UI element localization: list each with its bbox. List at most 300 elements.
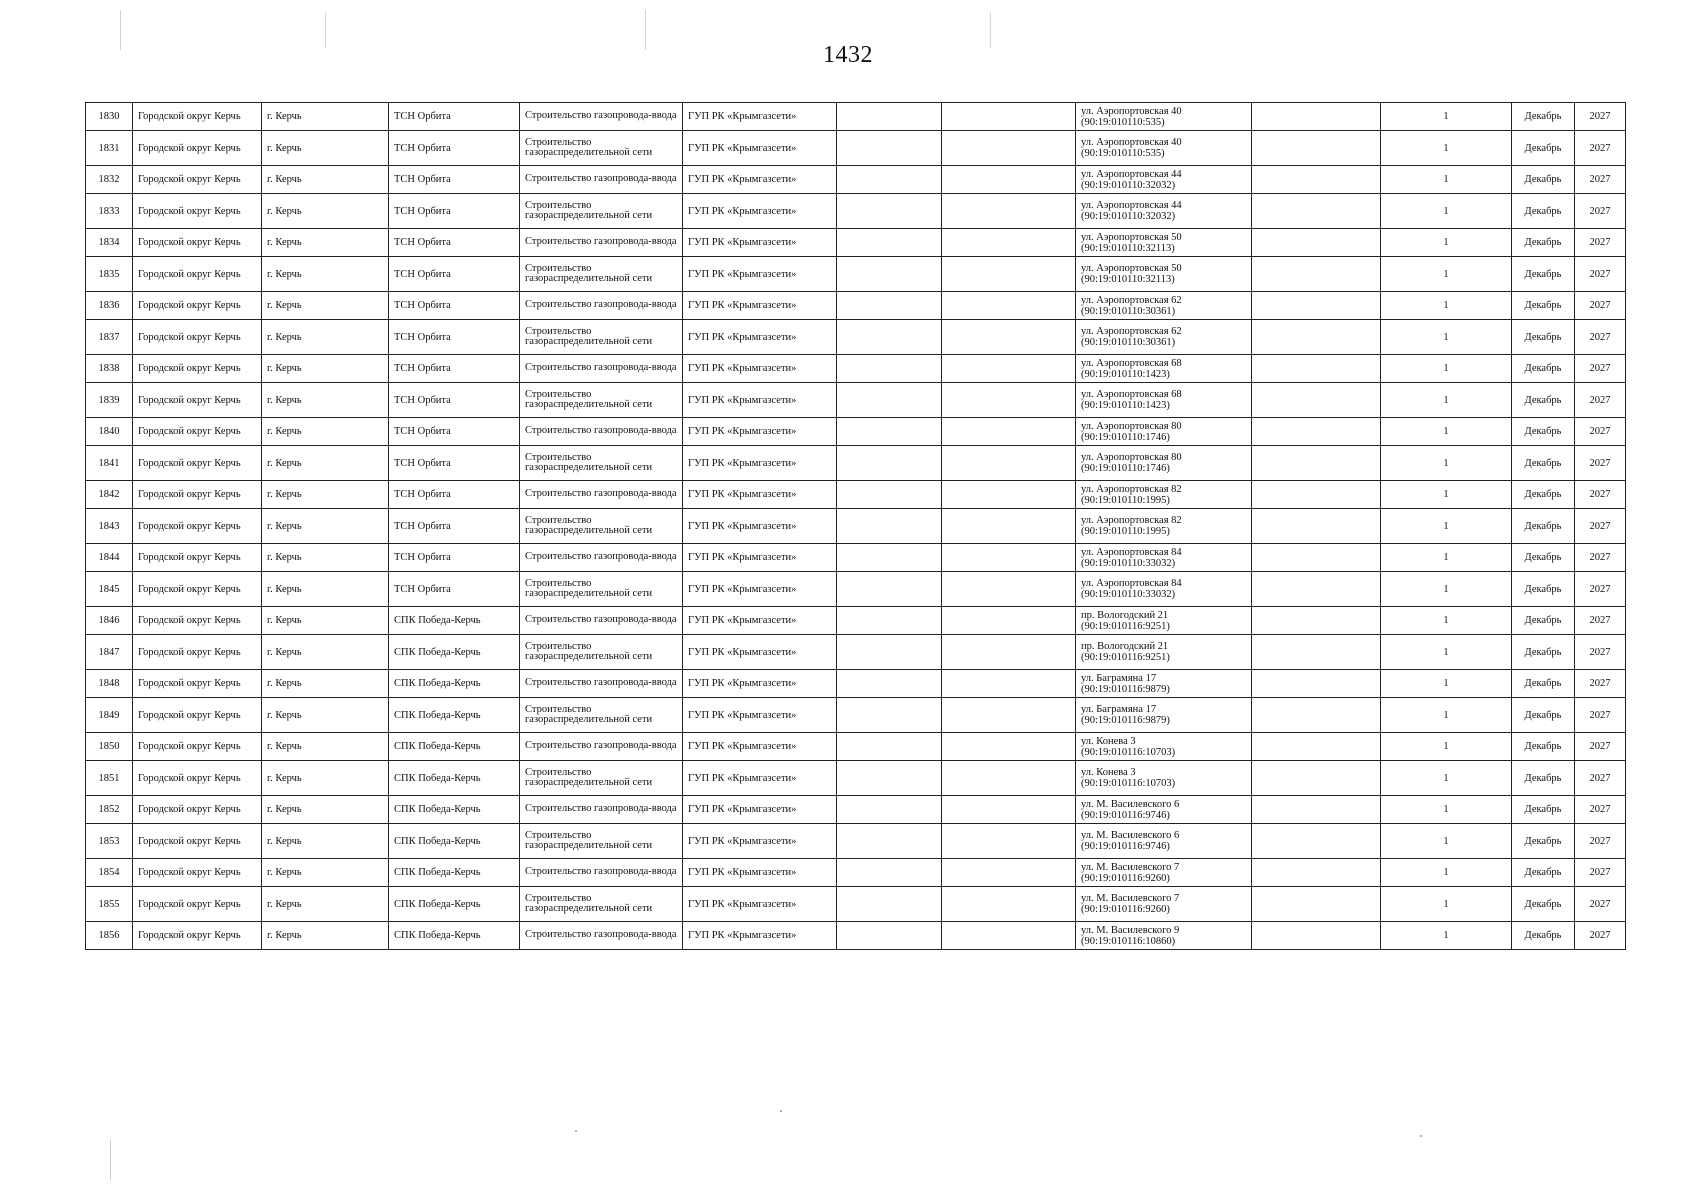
cell-empty — [837, 761, 942, 796]
cell-quantity: 1 — [1381, 166, 1512, 194]
cell-city: г. Керчь — [262, 859, 389, 887]
cell-address — [1076, 887, 1252, 922]
cell-quantity: 1 — [1381, 761, 1512, 796]
cell-work-type: Строительство газораспределительной сети — [520, 698, 683, 733]
cadastral-number: (90:19:010110:535) — [1081, 116, 1165, 128]
table-row — [86, 572, 1626, 607]
table-row — [86, 355, 1626, 383]
table-row — [86, 761, 1626, 796]
cell-empty — [1252, 481, 1381, 509]
cell-number: 1854 — [86, 859, 133, 887]
cadastral-number: (90:19:010110:1995) — [1081, 526, 1170, 537]
cadastral-number: (90:19:010116:9746) — [1081, 841, 1170, 852]
cell-district: Городской округ Керчь — [133, 446, 262, 481]
cell-organization: ТСН Орбита — [389, 446, 520, 481]
cell-empty — [942, 257, 1076, 292]
cell-quantity: 1 — [1381, 292, 1512, 320]
cell-operator: ГУП РК «Крымгазсети» — [683, 257, 837, 292]
cell-city: г. Керчь — [262, 544, 389, 572]
cell-empty — [1252, 635, 1381, 670]
cell-address — [1076, 166, 1252, 194]
cell-district: Городской округ Керчь — [133, 509, 262, 544]
cell-city: г. Керчь — [262, 320, 389, 355]
cell-number: 1848 — [86, 670, 133, 698]
cell-district: Городской округ Керчь — [133, 257, 262, 292]
cell-address — [1076, 481, 1252, 509]
cell-empty — [837, 922, 942, 950]
cell-organization: СПК Победа-Керчь — [389, 635, 520, 670]
address-text: пр. Вологодский 21 — [1081, 641, 1169, 652]
cell-empty — [942, 194, 1076, 229]
cell-empty — [1252, 761, 1381, 796]
address-text: ул. Аэропортовская 40 — [1081, 137, 1182, 148]
cell-empty — [942, 635, 1076, 670]
table-row — [86, 824, 1626, 859]
cell-organization: СПК Победа-Керчь — [389, 733, 520, 761]
cell-number: 1832 — [86, 166, 133, 194]
cell-empty — [1252, 733, 1381, 761]
cell-month: Декабрь — [1512, 824, 1575, 859]
cell-district: Городской округ Керчь — [133, 670, 262, 698]
cell-operator: ГУП РК «Крымгазсети» — [683, 859, 837, 887]
cell-city: г. Керчь — [262, 733, 389, 761]
cell-month: Декабрь — [1512, 859, 1575, 887]
cell-empty — [942, 887, 1076, 922]
cell-work-type: Строительство газопровода-ввода — [520, 292, 683, 320]
cell-year: 2027 — [1575, 320, 1626, 355]
cadastral-number: (90:19:010110:1746) — [1081, 431, 1170, 443]
cell-district: Городской округ Керчь — [133, 922, 262, 950]
cell-operator: ГУП РК «Крымгазсети» — [683, 572, 837, 607]
cell-quantity: 1 — [1381, 355, 1512, 383]
cell-address — [1076, 103, 1252, 131]
scan-artifact — [120, 10, 121, 50]
cell-quantity: 1 — [1381, 607, 1512, 635]
cell-empty — [942, 481, 1076, 509]
cell-number: 1834 — [86, 229, 133, 257]
cell-empty — [1252, 383, 1381, 418]
cadastral-number: (90:19:010116:10703) — [1081, 778, 1176, 789]
cadastral-number: (90:19:010116:9879) — [1081, 683, 1170, 695]
cell-address — [1076, 257, 1252, 292]
table-row — [86, 796, 1626, 824]
cell-quantity: 1 — [1381, 859, 1512, 887]
cell-month: Декабрь — [1512, 761, 1575, 796]
cell-empty — [1252, 922, 1381, 950]
cell-number: 1846 — [86, 607, 133, 635]
cell-operator: ГУП РК «Крымгазсети» — [683, 194, 837, 229]
cadastral-number: (90:19:010110:1995) — [1081, 494, 1170, 506]
cell-year: 2027 — [1575, 194, 1626, 229]
cell-empty — [837, 481, 942, 509]
address-text: ул. Аэропортовская 40 — [1081, 105, 1182, 117]
cell-work-type: Строительство газораспределительной сети — [520, 194, 683, 229]
cell-empty — [837, 859, 942, 887]
cell-city: г. Керчь — [262, 698, 389, 733]
cell-organization: ТСН Орбита — [389, 418, 520, 446]
cell-empty — [837, 194, 942, 229]
cell-organization: ТСН Орбита — [389, 320, 520, 355]
cadastral-number: (90:19:010110:30361) — [1081, 337, 1176, 348]
cell-quantity: 1 — [1381, 194, 1512, 229]
address-text: ул. Аэропортовская 44 — [1081, 200, 1182, 211]
cell-year: 2027 — [1575, 544, 1626, 572]
cell-empty — [942, 166, 1076, 194]
cell-city: г. Керчь — [262, 194, 389, 229]
address-text: ул. Аэропортовская 84 — [1081, 578, 1182, 589]
cell-quantity: 1 — [1381, 131, 1512, 166]
cell-year: 2027 — [1575, 166, 1626, 194]
page-number: 1432 — [823, 42, 873, 68]
cell-address — [1076, 544, 1252, 572]
cell-empty — [1252, 103, 1381, 131]
table-row — [86, 383, 1626, 418]
cell-city: г. Керчь — [262, 131, 389, 166]
cell-number: 1840 — [86, 418, 133, 446]
cell-work-type: Строительство газопровода-ввода — [520, 922, 683, 950]
cell-city: г. Керчь — [262, 229, 389, 257]
cell-number: 1837 — [86, 320, 133, 355]
cell-empty — [837, 698, 942, 733]
cadastral-number: (90:19:010116:9260) — [1081, 872, 1170, 884]
cell-work-type: Строительство газопровода-ввода — [520, 733, 683, 761]
cell-year: 2027 — [1575, 383, 1626, 418]
cell-city: г. Керчь — [262, 670, 389, 698]
cell-year: 2027 — [1575, 733, 1626, 761]
cell-empty — [837, 418, 942, 446]
cell-city: г. Керчь — [262, 257, 389, 292]
address-text: ул. Аэропортовская 68 — [1081, 357, 1182, 369]
cell-address — [1076, 670, 1252, 698]
cell-empty — [942, 733, 1076, 761]
cell-address — [1076, 761, 1252, 796]
cell-month: Декабрь — [1512, 383, 1575, 418]
cell-month: Декабрь — [1512, 103, 1575, 131]
cell-work-type: Строительство газораспределительной сети — [520, 509, 683, 544]
cell-empty — [837, 166, 942, 194]
cell-address — [1076, 355, 1252, 383]
cell-year: 2027 — [1575, 572, 1626, 607]
cell-empty — [1252, 859, 1381, 887]
cell-operator: ГУП РК «Крымгазсети» — [683, 824, 837, 859]
address-text: ул. М. Василевского 7 — [1081, 861, 1180, 873]
cell-address — [1076, 733, 1252, 761]
cell-address — [1076, 607, 1252, 635]
cell-address — [1076, 635, 1252, 670]
cell-year: 2027 — [1575, 292, 1626, 320]
cadastral-number: (90:19:010110:33032) — [1081, 589, 1176, 600]
table-row — [86, 446, 1626, 481]
cell-month: Декабрь — [1512, 698, 1575, 733]
cell-address — [1076, 446, 1252, 481]
cell-operator: ГУП РК «Крымгазсети» — [683, 544, 837, 572]
scan-artifact — [1420, 1135, 1422, 1137]
cell-year: 2027 — [1575, 796, 1626, 824]
cell-empty — [1252, 544, 1381, 572]
cell-organization: СПК Победа-Керчь — [389, 698, 520, 733]
cell-number: 1844 — [86, 544, 133, 572]
cell-address — [1076, 292, 1252, 320]
cell-year: 2027 — [1575, 824, 1626, 859]
cell-district: Городской округ Керчь — [133, 355, 262, 383]
cell-district: Городской округ Керчь — [133, 824, 262, 859]
address-text: ул. Баграмяна 17 — [1081, 704, 1157, 715]
address-text: ул. Аэропортовская 82 — [1081, 515, 1182, 526]
address-text: ул. Конева 3 — [1081, 767, 1136, 778]
cell-empty — [837, 509, 942, 544]
cell-number: 1849 — [86, 698, 133, 733]
cell-empty — [837, 635, 942, 670]
cell-empty — [942, 670, 1076, 698]
cell-empty — [942, 922, 1076, 950]
cell-empty — [942, 418, 1076, 446]
cadastral-number: (90:19:010110:33032) — [1081, 557, 1176, 569]
cell-year: 2027 — [1575, 229, 1626, 257]
cadastral-number: (90:19:010110:30361) — [1081, 305, 1176, 317]
cell-empty — [837, 355, 942, 383]
cell-month: Декабрь — [1512, 481, 1575, 509]
cell-operator: ГУП РК «Крымгазсети» — [683, 796, 837, 824]
cell-empty — [1252, 418, 1381, 446]
gasification-table — [85, 102, 1626, 950]
cell-city: г. Керчь — [262, 887, 389, 922]
cell-operator: ГУП РК «Крымгазсети» — [683, 761, 837, 796]
cell-operator: ГУП РК «Крымгазсети» — [683, 887, 837, 922]
cell-city: г. Керчь — [262, 355, 389, 383]
table-row — [86, 103, 1626, 131]
cell-number: 1836 — [86, 292, 133, 320]
cell-district: Городской округ Керчь — [133, 607, 262, 635]
cell-empty — [942, 383, 1076, 418]
address-text: ул. Аэропортовская 62 — [1081, 326, 1182, 337]
address-text: ул. Аэропортовская 62 — [1081, 294, 1182, 306]
cell-year: 2027 — [1575, 103, 1626, 131]
cell-empty — [1252, 698, 1381, 733]
cell-district: Городской округ Керчь — [133, 166, 262, 194]
cell-number: 1830 — [86, 103, 133, 131]
cell-city: г. Керчь — [262, 166, 389, 194]
cell-month: Декабрь — [1512, 607, 1575, 635]
cell-empty — [1252, 355, 1381, 383]
cell-city: г. Керчь — [262, 607, 389, 635]
cell-empty — [1252, 572, 1381, 607]
cell-operator: ГУП РК «Крымгазсети» — [683, 355, 837, 383]
cell-work-type: Строительство газопровода-ввода — [520, 103, 683, 131]
cell-month: Декабрь — [1512, 922, 1575, 950]
cell-operator: ГУП РК «Крымгазсети» — [683, 292, 837, 320]
cell-work-type: Строительство газораспределительной сети — [520, 824, 683, 859]
scan-artifact — [645, 10, 646, 50]
cell-month: Декабрь — [1512, 355, 1575, 383]
cell-work-type: Строительство газораспределительной сети — [520, 257, 683, 292]
cell-organization: ТСН Орбита — [389, 481, 520, 509]
cell-number: 1841 — [86, 446, 133, 481]
cell-quantity: 1 — [1381, 383, 1512, 418]
cell-operator: ГУП РК «Крымгазсети» — [683, 166, 837, 194]
cell-year: 2027 — [1575, 607, 1626, 635]
table-row — [86, 229, 1626, 257]
address-text: ул. Аэропортовская 82 — [1081, 483, 1182, 495]
cell-organization: ТСН Орбита — [389, 194, 520, 229]
cell-month: Декабрь — [1512, 418, 1575, 446]
cell-year: 2027 — [1575, 418, 1626, 446]
cell-quantity: 1 — [1381, 635, 1512, 670]
cell-organization: СПК Победа-Керчь — [389, 922, 520, 950]
table-body — [86, 103, 1626, 950]
cell-address — [1076, 418, 1252, 446]
cell-empty — [837, 733, 942, 761]
cell-address — [1076, 320, 1252, 355]
cell-empty — [837, 572, 942, 607]
cell-district: Городской округ Керчь — [133, 292, 262, 320]
cell-empty — [1252, 229, 1381, 257]
cell-quantity: 1 — [1381, 103, 1512, 131]
cell-empty — [942, 103, 1076, 131]
cell-empty — [1252, 607, 1381, 635]
cell-district: Городской округ Керчь — [133, 229, 262, 257]
cadastral-number: (90:19:010110:535) — [1081, 148, 1165, 159]
cell-empty — [942, 796, 1076, 824]
table-row — [86, 292, 1626, 320]
table-row — [86, 194, 1626, 229]
cadastral-number: (90:19:010116:9260) — [1081, 904, 1170, 915]
cell-number: 1839 — [86, 383, 133, 418]
cell-quantity: 1 — [1381, 257, 1512, 292]
cell-empty — [1252, 257, 1381, 292]
cell-operator: ГУП РК «Крымгазсети» — [683, 131, 837, 166]
cell-empty — [837, 383, 942, 418]
cell-operator: ГУП РК «Крымгазсети» — [683, 922, 837, 950]
cell-empty — [942, 509, 1076, 544]
cell-operator: ГУП РК «Крымгазсети» — [683, 446, 837, 481]
cell-organization: ТСН Орбита — [389, 355, 520, 383]
cell-organization: ТСН Орбита — [389, 383, 520, 418]
cell-empty — [1252, 194, 1381, 229]
cell-organization: ТСН Орбита — [389, 572, 520, 607]
cell-year: 2027 — [1575, 635, 1626, 670]
cell-city: г. Керчь — [262, 383, 389, 418]
cell-district: Городской округ Керчь — [133, 761, 262, 796]
cadastral-number: (90:19:010110:1746) — [1081, 463, 1170, 474]
cell-address — [1076, 509, 1252, 544]
cell-quantity: 1 — [1381, 733, 1512, 761]
cell-empty — [942, 824, 1076, 859]
cadastral-number: (90:19:010110:32032) — [1081, 179, 1176, 191]
table-row — [86, 922, 1626, 950]
cell-address — [1076, 859, 1252, 887]
cell-operator: ГУП РК «Крымгазсети» — [683, 229, 837, 257]
scan-artifact — [990, 12, 991, 48]
cell-city: г. Керчь — [262, 922, 389, 950]
cell-number: 1851 — [86, 761, 133, 796]
cell-operator: ГУП РК «Крымгазсети» — [683, 670, 837, 698]
cell-district: Городской округ Керчь — [133, 131, 262, 166]
cell-year: 2027 — [1575, 887, 1626, 922]
cell-organization: СПК Победа-Керчь — [389, 670, 520, 698]
cell-empty — [837, 824, 942, 859]
table-row — [86, 509, 1626, 544]
cell-operator: ГУП РК «Крымгазсети» — [683, 383, 837, 418]
cell-quantity: 1 — [1381, 887, 1512, 922]
cell-empty — [837, 131, 942, 166]
table-row — [86, 131, 1626, 166]
cell-address — [1076, 922, 1252, 950]
cell-work-type: Строительство газопровода-ввода — [520, 859, 683, 887]
cell-city: г. Керчь — [262, 761, 389, 796]
cell-organization: ТСН Орбита — [389, 509, 520, 544]
cell-month: Декабрь — [1512, 131, 1575, 166]
cell-organization: СПК Победа-Керчь — [389, 607, 520, 635]
cell-operator: ГУП РК «Крымгазсети» — [683, 607, 837, 635]
cell-district: Городской округ Керчь — [133, 103, 262, 131]
cell-empty — [837, 670, 942, 698]
cell-year: 2027 — [1575, 131, 1626, 166]
cell-organization: СПК Победа-Керчь — [389, 761, 520, 796]
cell-month: Декабрь — [1512, 166, 1575, 194]
cell-empty — [942, 320, 1076, 355]
cadastral-number: (90:19:010116:10703) — [1081, 746, 1176, 758]
cell-district: Городской округ Керчь — [133, 383, 262, 418]
table-row — [86, 635, 1626, 670]
cell-organization: СПК Победа-Керчь — [389, 887, 520, 922]
cell-empty — [1252, 824, 1381, 859]
address-text: ул. М. Василевского 9 — [1081, 924, 1180, 936]
cell-empty — [942, 607, 1076, 635]
table-row — [86, 859, 1626, 887]
cell-city: г. Керчь — [262, 635, 389, 670]
cadastral-number: (90:19:010116:9251) — [1081, 652, 1170, 663]
cell-year: 2027 — [1575, 257, 1626, 292]
scan-artifact — [780, 1110, 782, 1112]
cell-empty — [942, 229, 1076, 257]
cell-empty — [1252, 292, 1381, 320]
cell-empty — [837, 446, 942, 481]
address-text: ул. Аэропортовская 50 — [1081, 263, 1182, 274]
cell-address — [1076, 383, 1252, 418]
cell-city: г. Керчь — [262, 481, 389, 509]
cell-year: 2027 — [1575, 698, 1626, 733]
address-text: ул. Аэропортовская 44 — [1081, 168, 1182, 180]
cell-number: 1838 — [86, 355, 133, 383]
cell-month: Декабрь — [1512, 320, 1575, 355]
cell-operator: ГУП РК «Крымгазсети» — [683, 320, 837, 355]
address-text: ул. М. Василевского 7 — [1081, 893, 1180, 904]
cell-quantity: 1 — [1381, 824, 1512, 859]
cell-empty — [942, 446, 1076, 481]
cell-empty — [942, 544, 1076, 572]
cell-organization: ТСН Орбита — [389, 544, 520, 572]
cell-quantity: 1 — [1381, 509, 1512, 544]
cell-operator: ГУП РК «Крымгазсети» — [683, 418, 837, 446]
cell-district: Городской округ Керчь — [133, 572, 262, 607]
cell-year: 2027 — [1575, 761, 1626, 796]
cell-district: Городской округ Керчь — [133, 544, 262, 572]
cell-address — [1076, 229, 1252, 257]
cell-address — [1076, 194, 1252, 229]
cell-district: Городской округ Керчь — [133, 796, 262, 824]
cell-quantity: 1 — [1381, 670, 1512, 698]
cell-month: Декабрь — [1512, 572, 1575, 607]
cadastral-number: (90:19:010116:9251) — [1081, 620, 1170, 632]
cell-operator: ГУП РК «Крымгазсети» — [683, 481, 837, 509]
cell-city: г. Керчь — [262, 572, 389, 607]
cell-empty — [1252, 166, 1381, 194]
cell-city: г. Керчь — [262, 103, 389, 131]
cell-district: Городской округ Керчь — [133, 733, 262, 761]
cell-district: Городской округ Керчь — [133, 194, 262, 229]
cell-year: 2027 — [1575, 509, 1626, 544]
cell-organization: ТСН Орбита — [389, 257, 520, 292]
